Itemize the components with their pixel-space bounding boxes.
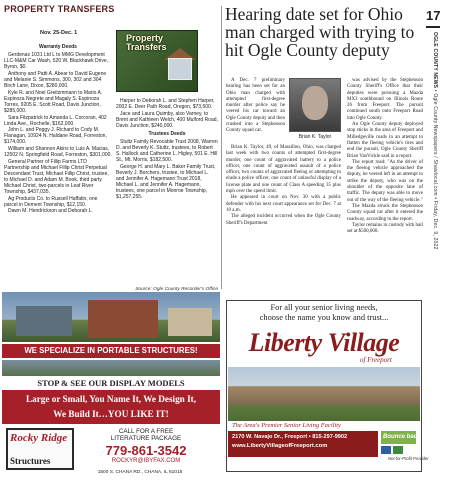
ad-stop-line: STOP & SEE OUR DISPLAY MODELS — [37, 378, 185, 388]
publication-edition: Ogle County Newspapers / Shawlocal.com — [432, 93, 438, 196]
transfer-entry: Dawn M. Hendrickson and Deborah L. — [8, 208, 93, 215]
separator: • — [432, 197, 438, 201]
page-number: 17 — [426, 8, 441, 23]
ad-contact-bar — [228, 431, 378, 457]
column-divider — [221, 6, 222, 289]
article-headline: Hearing date set for Ohio man charged with trying to hit Ogle County deputy — [225, 4, 415, 60]
slogan-line: Large or Small, You Name It, We Design It, — [25, 394, 197, 404]
certification-icon — [381, 446, 391, 454]
call-line: LITERATURE PACKAGE — [110, 435, 182, 442]
subhead-trustees-deeds: Trustees Deeds — [148, 130, 186, 137]
logo-line: Structures — [10, 456, 51, 466]
barn-image — [88, 300, 158, 338]
article-paragraph: The alleged incident occurred when the Ogle County Sheriff's Department — [226, 214, 341, 226]
article-column-2 — [347, 78, 423, 235]
shed-image — [168, 308, 212, 336]
transfer-entry: Anthony and Patti A. Abear to David Eugene and Melanie S. Simmons, 300, 302 and 304 Birch Lane, Dixon, $280,000. — [4, 70, 107, 90]
ad-headline — [228, 303, 420, 323]
headline-line: choose the name you know and trust... — [259, 313, 389, 322]
transfer-entry: Ag Products Co. to Russell Haffatin, one parcel in Dement Township, $12,150. — [4, 195, 98, 208]
transfer-entry: Stultz Family Revocable Trust 2008, Warren D. and Beverly K. Stultz, trustees, to Robert S. Hallock and Catherine L. Higley, 501 E. Hill St., Mt. Morris, $182,500. — [116, 139, 218, 164]
ad-call-text — [86, 428, 206, 442]
article-paragraph: A Dec. 7 preliminary hearing has been set for an Ohio man charged with attempted first-degree murder after police say he veered his car toward an Ogle County deputy and then crashed into a Stephenson County squad car. — [226, 78, 285, 134]
publication-name: OGLE COUNTY NEWS — [432, 32, 438, 89]
article-paragraph: Brian K. Taylor, 49, of Massillon, Ohio, was charged last week with two counts of attempted first-degree murder, one count of aggravated battery to a police officer, one count of aggravated assault of a police officer, two counts of aggravated fleeing or attempting to elude a police officer, one count of unlawful display of a license plate and one count of Class A speeding 35 plus mph over the speed limit. — [226, 145, 341, 195]
section-title: PROPERTY TRANSFERS — [4, 4, 115, 14]
ad-website[interactable]: www.LibertyVillageofFreeport.com — [232, 443, 328, 449]
transfer-entry: William and Shannon Akins to Luis A. Macias, 12502 N. Springfield Road, Forreston, $301,000. — [4, 146, 112, 159]
logo-text: Property Transfers — [126, 33, 167, 52]
certification-icon — [393, 446, 403, 454]
transfer-entry: Gerdenas 1031 Ltd L to MMG Development LLC-M&M Car Wash, 520 W. Blackhawk Drive, Byron, $0. — [4, 52, 109, 71]
transfer-entry: Kyle R. and Noel Greitzmmann to Mario A. Espinoza Negrete and Magaly S. Espinoza Torres, 9205 E. Scott Road, Davis Junction, $285,000. — [4, 89, 103, 114]
nonprofit-label: Not-for-Profit Provider — [388, 456, 429, 461]
ad-slogan — [2, 390, 220, 424]
page-number-rule — [426, 26, 440, 28]
article-column-1 — [226, 78, 285, 135]
transfer-entry: General Partner of Fillip Farms LTD Partnership and Michael Fillip Christ Perpetual Descendant Trust, Michael Fillip Christ, trustee, to Michael D. and Adam M. Book, third party Michael Christ, two-parcels in Leaf River Township, $437,035. — [4, 158, 109, 196]
ad-phone[interactable]: 779-861-3542 — [105, 443, 187, 458]
transfer-entry: Harper to Deborah L. and Stephen Harper, 2002 E. Deer Path Road, Oregon, $73,500. — [116, 98, 215, 111]
logo-line: Rocky Ridge — [10, 432, 68, 444]
transfers-column-1 — [4, 42, 112, 215]
ad-banner: WE SPECIALIZE IN PORTABLE STRUCTURES! — [2, 344, 220, 358]
transfer-entry: George H. and Mary L. Baker Family Trust, Beverly J. Borchers, trustee, to Michael L. and Jennifer A. Hagemann Trust 2018, Michael L. and Jennifer A. Hagemann, trustees, one parcel in Monroe Township, $1,257,255. — [116, 163, 216, 201]
transfer-entry: Jace and Laura Quimby, also Varney, to Brent and Kathleen Welch, 400 Mulford Road, Davis Junction, $240,000. — [116, 110, 218, 129]
article-paragraph: Taylor remains in custody with bail set at $500,000. — [347, 222, 423, 235]
facility-photo — [228, 367, 420, 421]
source-credit: Source: Ogle County Recorder's Office — [135, 287, 218, 292]
publication-strip — [432, 32, 438, 249]
separator: • — [432, 89, 438, 94]
ad-tagline: The Area's Premier Senior Living Facility — [232, 422, 341, 429]
publication-date: Friday, Dec. 9, 2022 — [432, 200, 438, 250]
article-paragraph: The report read: "As the driver of the fleeing vehicle approached the deputy, he veered left in an attempt to strike the deputy, who was on the shoulder of the opposite lane of traffic. The deputy was able to move out of the way of the fleeing vehicle." — [347, 159, 423, 203]
article-paragraph: The Mazda struck the Stephenson County squad car after it entered the roadway, according to the report. — [347, 203, 423, 222]
transfer-entry: Sara Fitzpatrick to Amanda L. Corcoran, 402 Linda Ave., Rochelle, $162,000. — [4, 114, 107, 127]
call-line: CALL FOR A FREE — [118, 428, 174, 435]
house-icon — [168, 58, 192, 80]
shed-image — [16, 306, 72, 336]
face-icon — [302, 86, 328, 120]
ad-address: 1500 S. CHANA RD., CHANA, IL 61015 — [97, 470, 183, 475]
transfers-column-2 — [116, 98, 218, 201]
article-paragraph: An Ogle County deputy deployed stop sticks in the area of Freeport and Milledgeville roads in an attempt to flatten the fleeing vehicle's tires and end the pursuit, Ogle County Sheriff Brian VanVickle said in a report. — [347, 122, 423, 159]
badge-text: Bounce back — [383, 434, 421, 440]
ad-email[interactable]: ROCKYR@IBYFAX.COM — [111, 458, 181, 464]
slogan-line: We Build It…YOU LIKE IT! — [53, 409, 169, 419]
subhead-warranty-deeds: Warranty Deeds — [39, 44, 77, 50]
liberty-village-logo: Liberty Village — [248, 328, 400, 357]
photo-caption: Brian K. Taylor — [298, 134, 332, 140]
article-paragraph: He appeared in court on Nov. 30 with a public defender with his next court appearance set for Dec. 7 at 10 a.m. — [226, 195, 341, 213]
ad-photo-strip — [2, 360, 220, 376]
transfer-entry: John L. and Peggy J. Richard to Cody M. Flanagan, 10924 N. Haldane Road, Forreston, $174,000. — [4, 127, 107, 146]
article-paragraph: was advised by the Stephenson County Sheriff's Office that their deputies were pursuing a Mazda MX3 southbound on Illinois Route 26 from Freeport. The pursuit continued south onto Freeport Road into Ogle County. — [347, 78, 423, 121]
date-range: Nov. 25-Dec. 1 — [40, 30, 78, 36]
ad-address: 2170 W. Navajo Dr., Freeport • 815-297-9902 — [232, 434, 348, 440]
headline-line: For all your senior living needs, — [270, 303, 378, 312]
article-column-1b — [226, 145, 341, 227]
logo-subtitle: of Freeport — [360, 356, 392, 364]
